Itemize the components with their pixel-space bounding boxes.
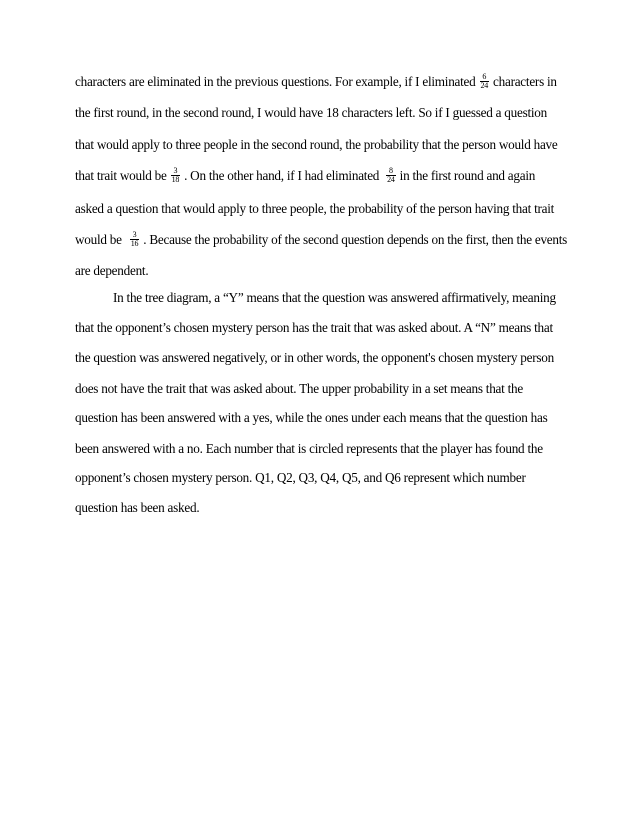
text-line: opponent’s chosen mystery person. Q1, Q2, Q3, Q4, Q5, and Q6 represent which number (75, 470, 526, 485)
text-line: the first round, in the second round, I would have 18 characters left. So if I guessed a question (75, 105, 547, 120)
text-line: question has been answered with a yes, while the ones under each means that the question has (75, 410, 548, 425)
fraction (171, 167, 181, 184)
text-line (75, 232, 567, 248)
text-line: question has been asked. (75, 500, 200, 515)
text-line: asked a question that would apply to three people, the probability of the person having that trait (75, 201, 555, 216)
text-line (75, 168, 535, 184)
fraction (480, 73, 490, 90)
fraction-numerator: 3 (130, 231, 140, 240)
text-line: that would apply to three people in the second round, the probability that the person would have (75, 137, 558, 152)
fraction-numerator: 3 (171, 167, 181, 176)
fraction (386, 167, 396, 184)
text-span: that trait would be (75, 168, 167, 183)
fraction-denominator: 24 (387, 175, 395, 185)
text-line: that the opponent’s chosen mystery person has the trait that was asked about. A “N” means that (75, 320, 553, 335)
text-span: . Because the probability of the second question depends on the first, then the events (143, 232, 568, 247)
text-span: . On the other hand, if I had eliminated (184, 168, 380, 183)
text-span: characters are eliminated in the previous questions. For example, if I eliminated (75, 74, 476, 89)
text-line (75, 74, 557, 90)
fraction-numerator: 8 (386, 167, 396, 176)
text-span: would be (75, 232, 122, 247)
text-line: In the tree diagram, a “Y” means that the question was answered affirmatively, meaning (113, 290, 556, 305)
text-span: in the first round and again (399, 168, 536, 183)
fraction-denominator: 24 (480, 81, 489, 91)
text-line: the question was answered negatively, or in other words, the opponent's chosen mystery person (75, 350, 554, 365)
text-line: are dependent. (75, 263, 149, 278)
text-line: been answered with a no. Each number that is circled represents that the player has found the (75, 441, 543, 456)
text-span: characters in (493, 74, 557, 89)
fraction (130, 231, 140, 248)
fraction-denominator: 18 (171, 175, 180, 185)
text-line: does not have the trait that was asked about. The upper probability in a set means that the (75, 381, 523, 396)
fraction-numerator: 6 (480, 73, 490, 82)
fraction-denominator: 16 (130, 239, 139, 249)
